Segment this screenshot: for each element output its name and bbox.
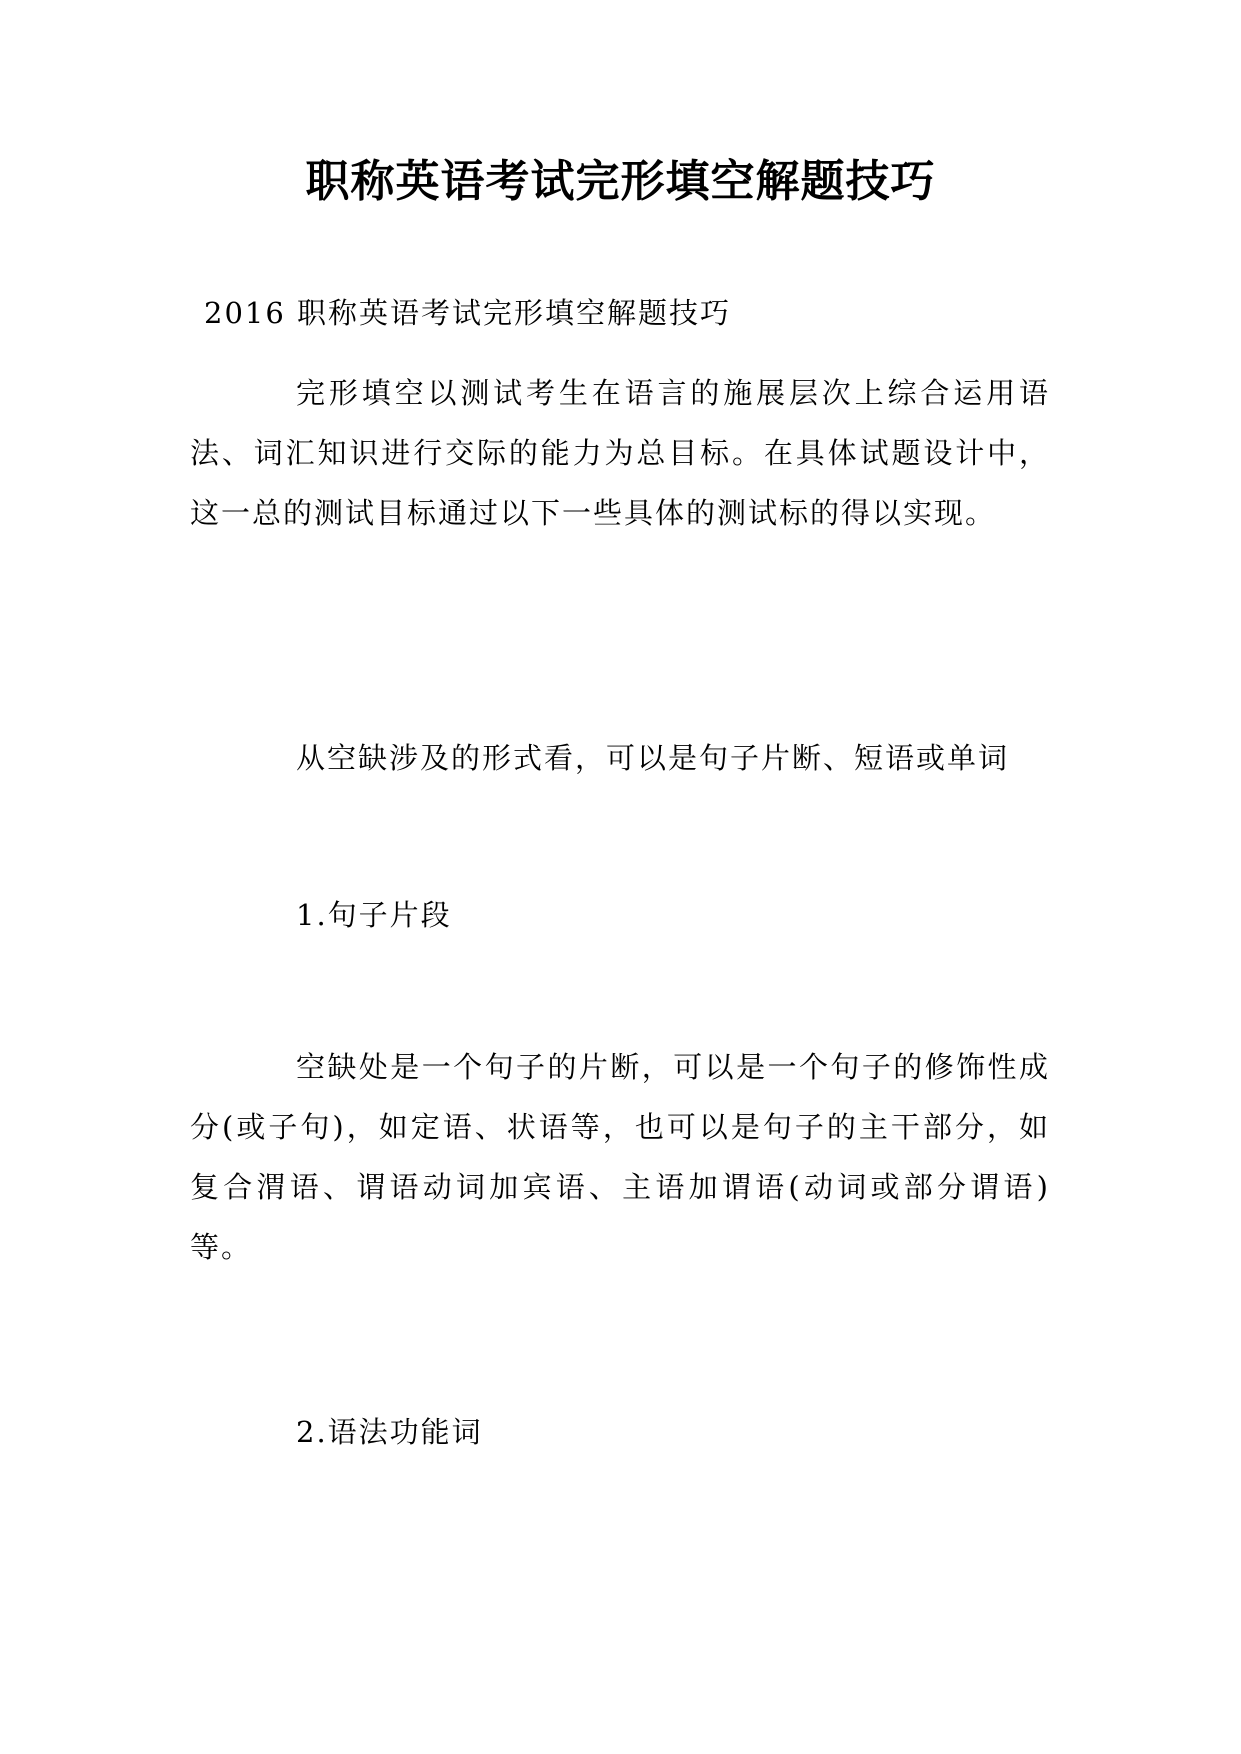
section-heading-2: 2.语法功能词 — [296, 1415, 483, 1449]
intro-paragraph: 完形填空以测试考生在语言的施展层次上综合运用语法、词汇知识进行交际的能力为总目标。在具体试题设计中，这一总的测试目标通过以下一些具体的测试标的得以实现。 — [190, 376, 1050, 530]
section-heading-1: 1.句子片段 — [296, 898, 452, 932]
document-title: 职称英语考试完形填空解题技巧 — [305, 156, 936, 207]
document-subtitle: 2016 职称英语考试完形填空解题技巧 — [204, 296, 732, 330]
sentence-fragment-paragraph: 空缺处是一个句子的片断，可以是一个句子的修饰性成分(或子句)，如定语、状语等，也可以是句子的主干部分，如复合渭语、谓语动词加宾语、主语加谓语(动词或部分谓语)等。 — [190, 1050, 1050, 1264]
form-paragraph: 从空缺涉及的形式看，可以是句子片断、短语或单词 — [296, 741, 1010, 775]
